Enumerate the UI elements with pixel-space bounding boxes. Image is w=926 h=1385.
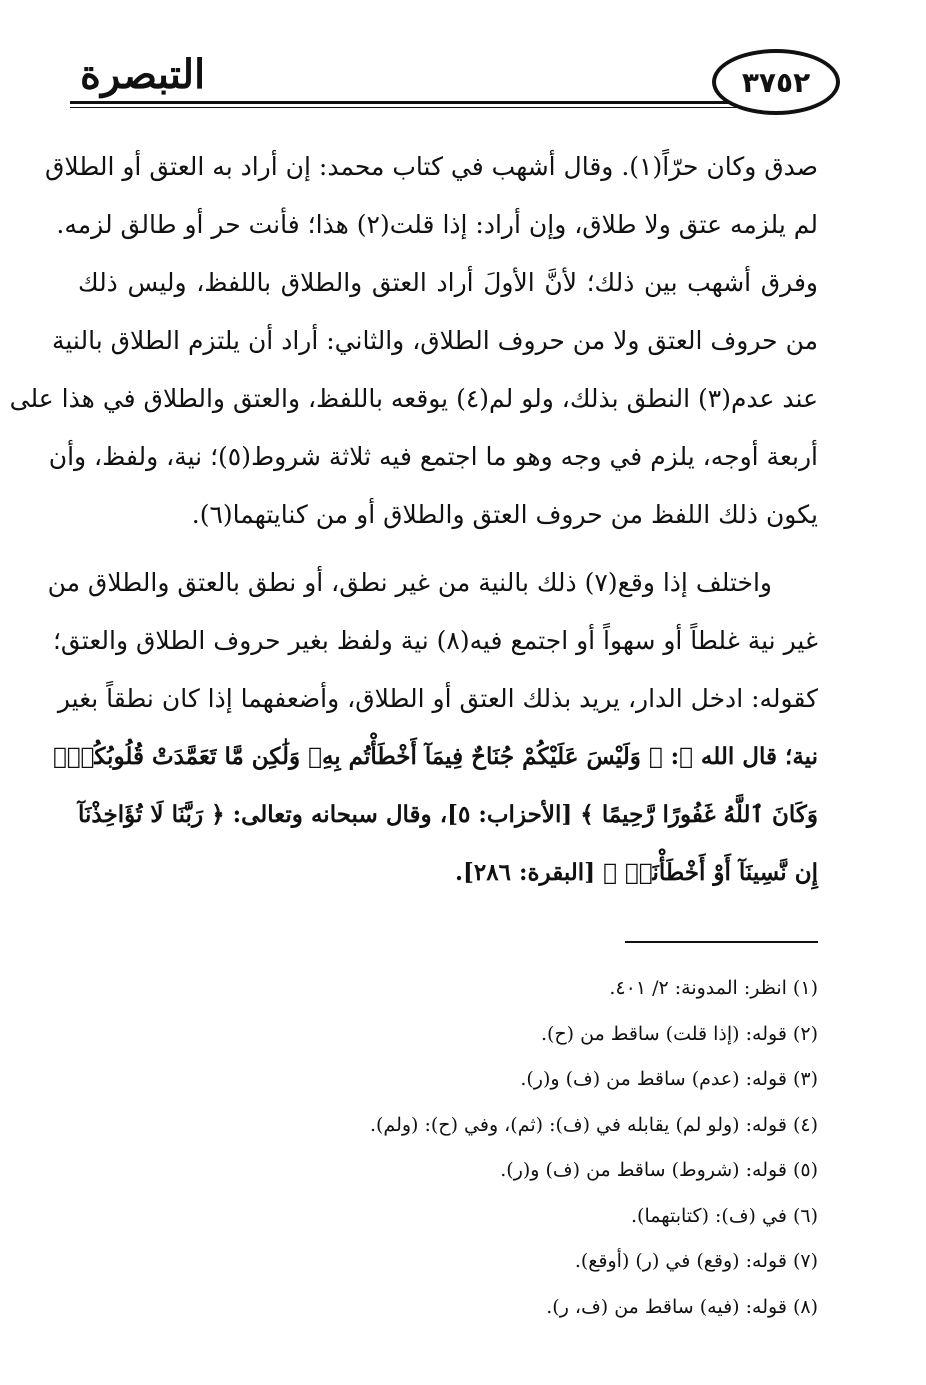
text-line: غير نية غلطاً أو سهواً أو اجتمع فيه(٨) نية ولفظ بغير حروف الطلاق والعتق؛ — [52, 626, 818, 655]
book-title: التبصرة — [80, 51, 206, 98]
header-rule — [70, 101, 750, 104]
text-line: كقوله: ادخل الدار، يريد بذلك العتق أو الطلاق، وأضعفهما إذا كان نطقاً بغير — [57, 684, 818, 713]
paragraph-2 — [47, 554, 818, 902]
footnote-item: (١) انظر: المدونة: ٢/ ٤٠١. — [609, 977, 818, 999]
text-line: واختلف إذا وقع(٧) ذلك بالنية من غير نطق، أو نطق بالعتق والطلاق من — [47, 568, 772, 597]
text-line: أربعة أوجه، يلزم في وجه وهو ما اجتمع فيه ثلاثة شروط(٥)؛ نية، ولفظ، وأن — [48, 442, 818, 471]
text-line: لم يلزمه عتق ولا طلاق، وإن أراد: إذا قلت(٢) هذا؛ فأنت حر أو طالق لزمه. — [56, 210, 818, 239]
page-number-frame — [712, 49, 840, 115]
footnote-item: (٦) في (ف): (كتابتهما). — [631, 1204, 818, 1227]
text-line: عند عدم(٣) النطق بذلك، ولو لم(٤) يوقعه باللفظ، والعتق والطلاق في هذا على — [9, 384, 818, 413]
quran-line: نية؛ قال الله ﷻ: ﴿ وَلَيْسَ عَلَيْكُمْ جُنَاحٌ فِيمَآ أَخْطَأْتُم بِهِۦ وَلَٰكِن مَّا تَعَمَّدَتْ قُلُوبُكُمْۚ — [52, 743, 818, 770]
footnote-item: (٤) قوله: (ولو لم) يقابله في (ف): (ثم)، وفي (ح): (ولم). — [369, 1113, 818, 1136]
paragraph-1 — [9, 138, 818, 544]
text-line: وفرق أشهب بين ذلك؛ لأنَّ الأولَ أراد العتق والطلاق باللفظ، وليس ذلك — [78, 268, 818, 297]
quran-line: إِن نَّسِينَآ أَوْ أَخْطَأْنَاۚ ﴾ [البقرة: ٢٨٦]. — [455, 859, 818, 886]
footnote-item: (٧) قوله: (وقع) في (ر) (أوقع). — [574, 1250, 818, 1272]
text-line: من حروف العتق ولا من حروف الطلاق، والثاني: أراد أن يلتزم الطلاق بالنية — [51, 326, 818, 355]
header-rule-thin — [70, 107, 750, 108]
footnote-item: (٥) قوله: (شروط) ساقط من (ف) و(ر). — [500, 1159, 818, 1181]
footnote-item: (٢) قوله: (إذا قلت) ساقط من (ح). — [540, 1022, 818, 1045]
main-text — [9, 138, 818, 902]
footnotes — [100, 966, 818, 1330]
text-line: صدق وكان حرّاً(١). وقال أشهب في كتاب محمد: إن أراد به العتق أو الطلاق — [45, 152, 818, 181]
page-number: ٣٧٥٢ — [741, 65, 811, 99]
quran-line: وَكَانَ ٱللَّهُ غَفُورًا رَّحِيمًا ﴾ [الأحزاب: ٥]، وقال سبحانه وتعالى: ﴿ رَبَّنَا لَا تُؤَاخِذْنَآ — [78, 801, 818, 828]
footnote-item: (٣) قوله: (عدم) ساقط من (ف) و(ر). — [520, 1068, 818, 1090]
footnote-item: (٨) قوله: (فيه) ساقط من (ف، ر). — [546, 1295, 818, 1318]
text-line: يكون ذلك اللفظ من حروف العتق والطلاق أو من كنايتهما(٦). — [191, 500, 818, 529]
footnote-separator — [625, 941, 818, 943]
page-header — [70, 45, 850, 125]
